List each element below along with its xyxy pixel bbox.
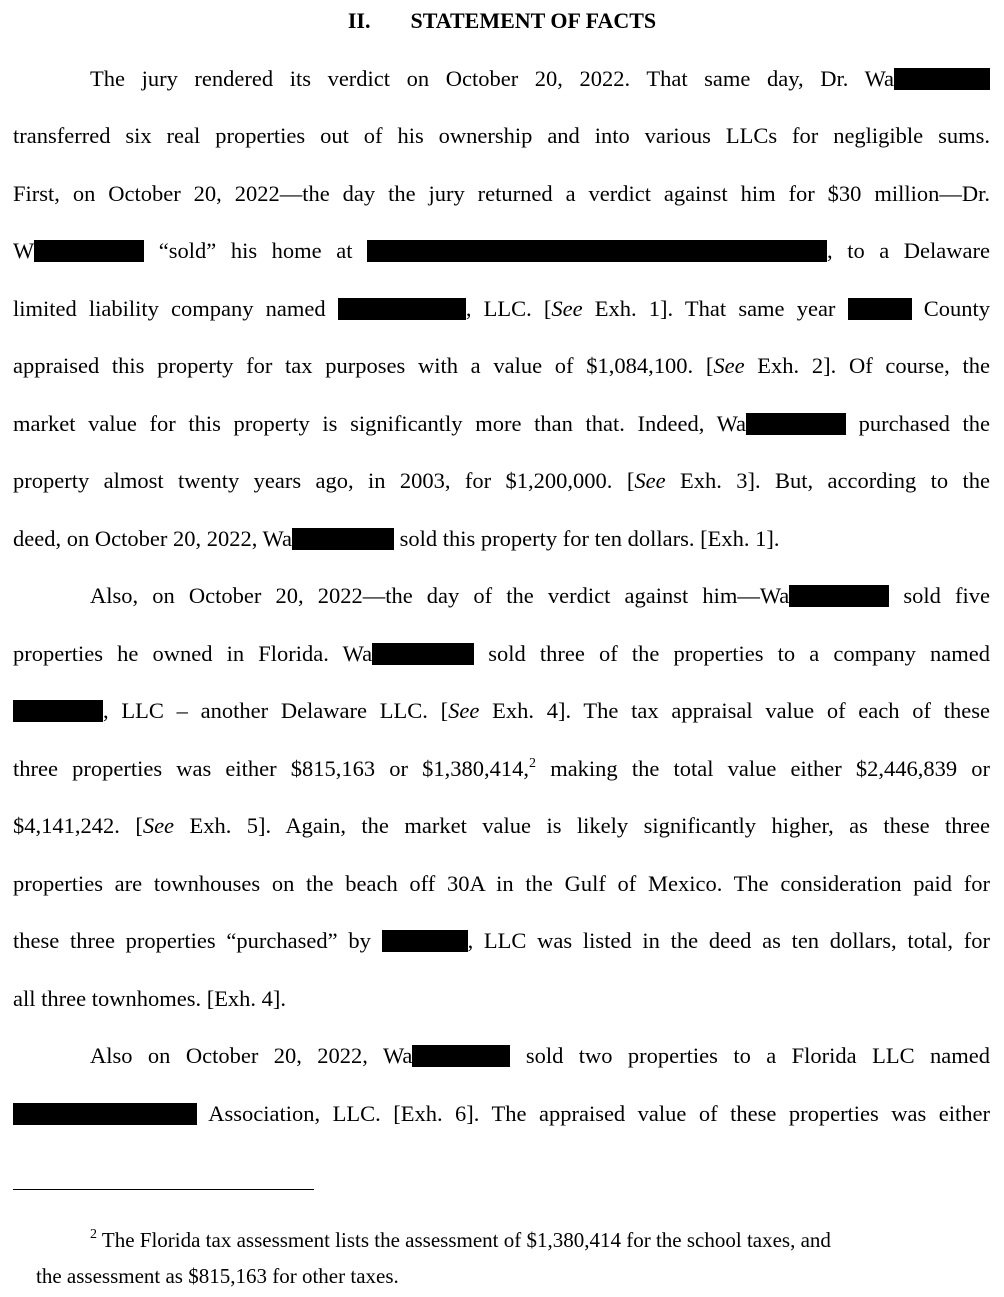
- body-line-11: properties he owned in Florida. Wa sold three of the properties to a company named: [13, 641, 990, 666]
- footnote-line-1: $^2$ The Florida tax assessment lists the assessment of $1,380,414 for the school taxes, and: [90, 1227, 831, 1252]
- body-line-2: transferred six real properties out of his ownership and into various LLCs for negligible sums.: [13, 123, 990, 148]
- footnote-number: 2: [90, 1227, 97, 1242]
- body-line-8: property almost twenty years ago, in 2003, for $1,200,000. [See Exh. 3]. But, according to the: [13, 468, 990, 493]
- footnote-reference: 2: [529, 756, 537, 771]
- redaction-bar: [789, 585, 889, 607]
- section-number: II.: [347, 8, 371, 33]
- section-heading: [0, 6, 1004, 36]
- body-line-19: Association, LLC. [Exh. 6]. The appraised value of these properties was either: [13, 1099, 990, 1129]
- redaction-bar: [338, 298, 466, 320]
- body-line-16: these three properties “purchased” by , LLC was listed in the deed as ten dollars, total, for: [13, 928, 990, 953]
- redaction-bar: [292, 528, 394, 550]
- body-line-3: First, on October 20, 2022—the day the jury returned a verdict against him for $30 million—Dr.: [13, 181, 990, 206]
- body-line-5: limited liability company named , LLC. [See Exh. 1]. That same year County: [13, 296, 990, 321]
- section-title: STATEMENT OF FACTS: [410, 8, 657, 33]
- redaction-bar: [34, 240, 144, 262]
- redaction-bar: [13, 700, 103, 722]
- redaction-bar: [382, 930, 468, 952]
- footnote-line-2: the assessment as $815,163 for other taxes.: [36, 1264, 399, 1288]
- body-line-6: appraised this property for tax purposes with a value of $1,084,100. [See Exh. 2]. Of course, the: [13, 353, 990, 378]
- body-line-17: all three townhomes. [Exh. 4].: [13, 986, 287, 1011]
- body-line-14: $4,141,242. [See Exh. 5]. Again, the market value is likely significantly higher, as these three: [13, 813, 990, 838]
- redaction-bar: [412, 1045, 510, 1067]
- footnote-separator: [13, 1189, 314, 1190]
- body-line-4: W “sold” his home at , to a Delaware: [13, 238, 990, 263]
- body-line-18: Also on October 20, 2022, Wa sold two properties to a Florida LLC named: [90, 1043, 990, 1068]
- redaction-bar: [372, 643, 474, 665]
- body-line-1: The jury rendered its verdict on October 20, 2022. That same day, Dr. Wa: [90, 64, 990, 94]
- redaction-bar: [367, 240, 827, 262]
- body-line-9: deed, on October 20, 2022, Wa sold this property for ten dollars. [Exh. 1].: [13, 526, 780, 551]
- redaction-bar: [894, 68, 990, 90]
- body-line-7: market value for this property is significantly more than that. Indeed, Wa purchased the: [13, 411, 990, 436]
- body-line-13: three properties was either $815,163 or $1,380,414,$^2$ making the total value either $2,446,839 or: [13, 756, 991, 781]
- body-line-10: Also, on October 20, 2022—the day of the verdict against him—Wa sold five: [90, 583, 990, 608]
- redaction-bar: [13, 1103, 197, 1125]
- body-line-12: , LLC – another Delaware LLC. [See Exh. 4]. The tax appraisal value of each of these: [13, 696, 990, 726]
- body-line-15: properties are townhouses on the beach off 30A in the Gulf of Mexico. The consideration paid for: [13, 871, 990, 896]
- redaction-bar: [746, 413, 846, 435]
- redaction-bar: [848, 298, 912, 320]
